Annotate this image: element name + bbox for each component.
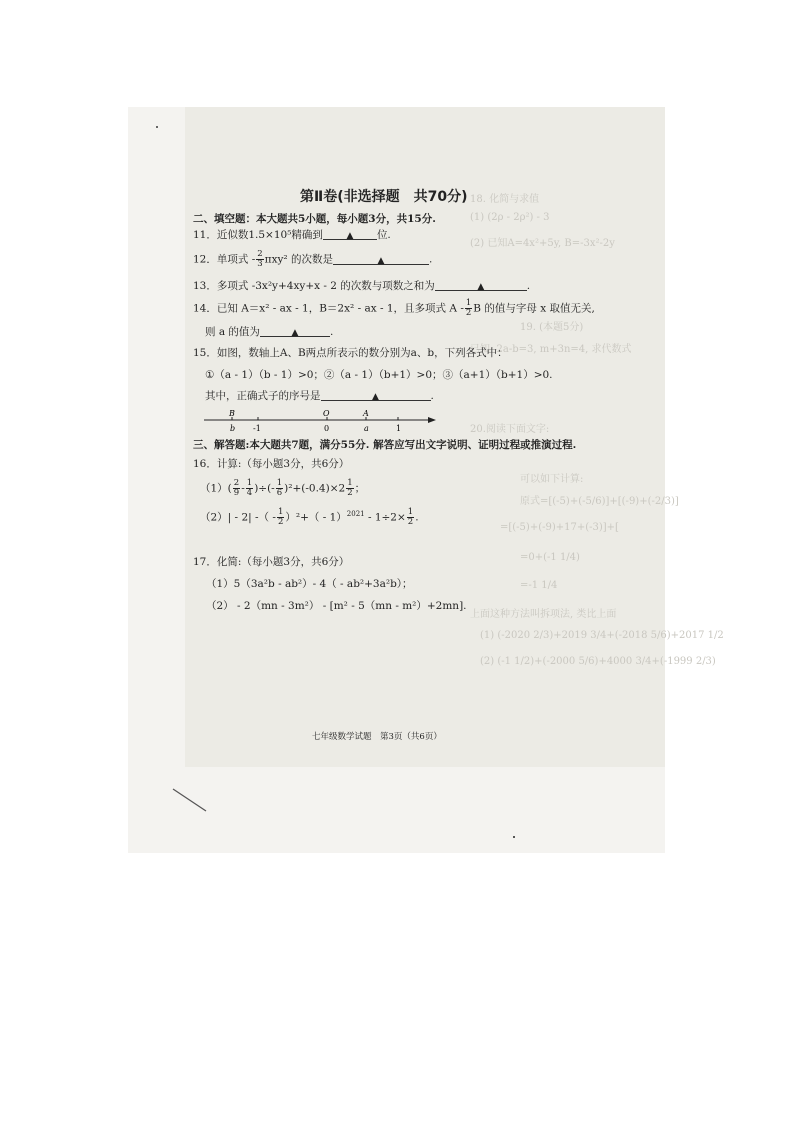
label-zero: 0 [324, 424, 330, 433]
part2-heading: 二、填空题：本大题共5小题，每小题3分，共15分. [193, 213, 436, 225]
bleed-through-text: =[(-5)+(-9)+17+(-3)]+[ [500, 522, 619, 533]
bleed-through-text: 上面这种方法叫拆项法, 类比上面 [470, 609, 617, 620]
question-17-1: （1）5（3a²b - ab²）- 4（ - ab²+3a²b）； [206, 578, 413, 590]
q12-fraction: $\frac{2}{3}$ [257, 249, 263, 269]
bleed-through-text: 20.阅读下面文字: [470, 424, 550, 435]
question-14 [193, 299, 595, 318]
bleed-through-text: (2) 已知A=4x²+5y, B=-3x²-2y [470, 238, 615, 249]
question-16-1: （1）( $\frac{2}{9}$ - $\frac{1}{4}$ )÷(- $\frac{1}{6}$ )²+(-0.4)×2 $\frac{1}{2}$ ； [200, 478, 366, 498]
bleed-through-text: (1) (2ρ - 2ρ²) - 3 [470, 212, 550, 223]
bleed-through-text: (1) (-2020 2/3)+2019 3/4+(-2018 5/6)+2017 1/2 [480, 630, 724, 641]
bleed-through-text: 原式=[(-5)+(-5/6)]+[(-9)+(-2/3)] [520, 496, 679, 507]
triangle-marker-icon: ▲ [477, 282, 485, 292]
q12-text: 12．单项式 - [193, 253, 256, 266]
question-16-2: （2）| - 2| -（ - $\frac{1}{2}$ ）²+（ - 1）$^{2021}$ - 1÷2× $\frac{1}{2}$ . [200, 507, 419, 527]
question-15-items: ①（a - 1）（b - 1）>0；②（a - 1）（b+1）>0；③（a+1）（b+1）>0. [205, 369, 553, 381]
triangle-marker-icon: ▲ [291, 328, 299, 338]
arrow-right-icon [428, 417, 436, 423]
label-b: b [230, 424, 236, 433]
q12-text-mid: πxy² 的次数是 [264, 253, 333, 266]
question-17: 17．化简:（每小题3分，共6分） [193, 556, 350, 568]
question-17-2: （2） - 2（mn - 3m²） - [m² - 5（mn - m²）+2mn]. [206, 600, 467, 612]
q11-suffix: 位. [376, 229, 391, 241]
q14-fraction: $\frac{1}{2}$ [465, 298, 472, 318]
exam-paper-sheet [185, 107, 665, 767]
section-title: 第Ⅱ卷(非选择题 共70分) [300, 189, 468, 205]
bleed-through-text: =-1 1/4 [520, 580, 558, 591]
pen-stroke-mark [170, 786, 210, 816]
triangle-marker-icon: ▲ [372, 392, 379, 402]
bleed-through-text: (2) (-1 1/2)+(-2000 5/6)+4000 3/4+(-1999 2/3) [480, 656, 716, 667]
question-14-answer: 则 a 的值为 ▲ . [205, 326, 334, 338]
question-15-answer: 其中，正确式子的序号是 ▲ . [205, 390, 434, 402]
q14-text: 14．已知 A＝x² - ax - 1，B＝2x² - ax - 1，且多项式 A - [193, 302, 464, 315]
dust-dot [513, 836, 515, 838]
question-12: 12．单项式 - $\frac{2}{3}$ πxy² 的次数是 ▲ . [193, 249, 433, 269]
question-16: 16．计算:（每小题3分，共6分） [193, 458, 350, 470]
bleed-through-text: =0+(-1 1/4) [520, 552, 580, 563]
q14-text-post: B 的值与字母 x 取值无关, [473, 302, 595, 315]
bleed-through-text: 18. 化简与求值 [470, 194, 540, 205]
bleed-through-text: 可以如下计算: [520, 474, 584, 485]
number-line-diagram [200, 408, 440, 434]
label-minus-one: -1 [253, 424, 261, 433]
question-15: 15．如图，数轴上A、B两点所表示的数分别为a、b，下列各式中： [193, 347, 508, 359]
q12-answer-blank[interactable] [333, 253, 429, 265]
question-13: 13．多项式 -3x²y+4xy+x - 2 的次数与项数之和为 ▲ . [193, 280, 531, 292]
label-O: O [323, 409, 330, 418]
label-B: B [229, 409, 235, 418]
bleed-through-text: 已知: 2a-b=3, m+3n=4, 求代数式 [470, 344, 632, 355]
label-a: a [364, 424, 369, 433]
q15-answer-blank[interactable] [321, 389, 431, 401]
question-11 [193, 228, 391, 242]
part3-heading: 三、解答题:本大题共7题，满分55分. 解答应写出文字说明、证明过程或推演过程. [193, 439, 577, 451]
page-footer: 七年级数学试题 第3页（共6页） [312, 732, 442, 742]
label-one: 1 [396, 424, 402, 433]
triangle-marker-icon: ▲ [377, 255, 385, 266]
q13-text: 13．多项式 -3x²y+4xy+x - 2 的次数与项数之和为 [193, 280, 435, 292]
triangle-marker-icon: ▲ [346, 231, 354, 241]
label-A: A [363, 409, 369, 418]
q11-answer-blank[interactable] [323, 228, 377, 240]
q13-answer-blank[interactable] [435, 279, 527, 291]
q11-text: 11．近似数1.5×10⁵精确到 [193, 229, 323, 241]
q14-answer-blank[interactable] [260, 325, 330, 337]
dust-dot [156, 126, 158, 128]
bleed-through-text: 19. (本题5分) [520, 322, 584, 333]
